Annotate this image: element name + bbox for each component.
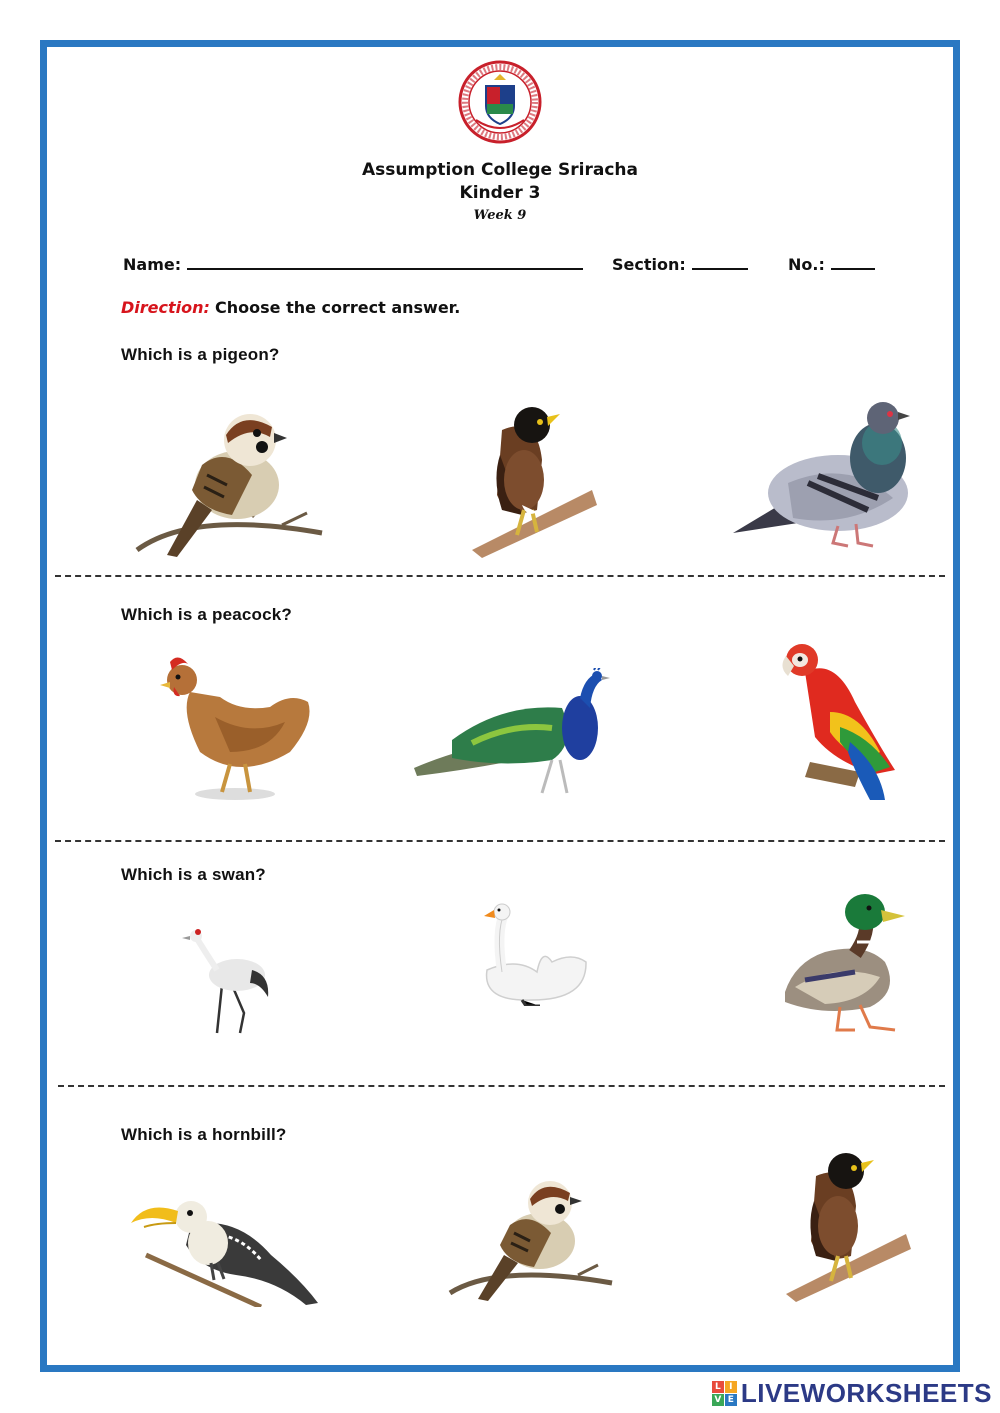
number-label: No.: [788,255,825,274]
direction-label: Direction: [121,298,210,317]
swan-option[interactable] [482,902,590,1006]
direction-text: Choose the correct answer. [215,298,461,317]
question-3: Which is a swan? [121,865,266,884]
logo-letter: V [712,1394,724,1406]
crane-option[interactable] [182,925,274,1037]
logo-letter: E [725,1394,737,1406]
name-field[interactable] [123,254,583,274]
name-blank[interactable] [187,254,583,270]
number-field[interactable] [788,254,875,274]
section-field[interactable] [612,254,748,274]
sparrow-option[interactable] [132,405,328,560]
peacock-option[interactable] [412,668,612,800]
brand-name: LIVEWORKSHEETS [740,1377,992,1408]
question-4: Which is a hornbill? [121,1125,287,1144]
school-seal-logo [458,60,542,144]
myna-option[interactable] [462,400,602,560]
duck-option[interactable] [785,892,917,1034]
section-divider [55,575,945,577]
liveworksheets-footer[interactable] [712,1378,992,1408]
hen-option[interactable] [160,652,320,802]
class-level: Kinder 3 [459,183,541,203]
logo-letter: I [725,1381,737,1393]
section-divider [58,1085,945,1087]
section-label: Section: [612,255,686,274]
name-label: Name: [123,255,182,274]
question-1: Which is a pigeon? [121,345,280,364]
liveworksheets-logo-icon [712,1381,737,1406]
question-2: Which is a peacock? [121,605,293,624]
section-blank[interactable] [692,254,748,270]
hornbill-option[interactable] [126,1195,320,1307]
parrot-option[interactable] [780,642,904,800]
week-label: Week 9 [473,208,527,223]
logo-letter: L [712,1381,724,1393]
sparrow-option-2[interactable] [448,1175,614,1303]
myna-option-2[interactable] [778,1148,914,1304]
direction [121,298,460,317]
pigeon-option[interactable] [728,398,916,550]
number-blank[interactable] [831,254,875,270]
section-divider [55,840,945,842]
school-name: Assumption College Sriracha [362,160,638,180]
